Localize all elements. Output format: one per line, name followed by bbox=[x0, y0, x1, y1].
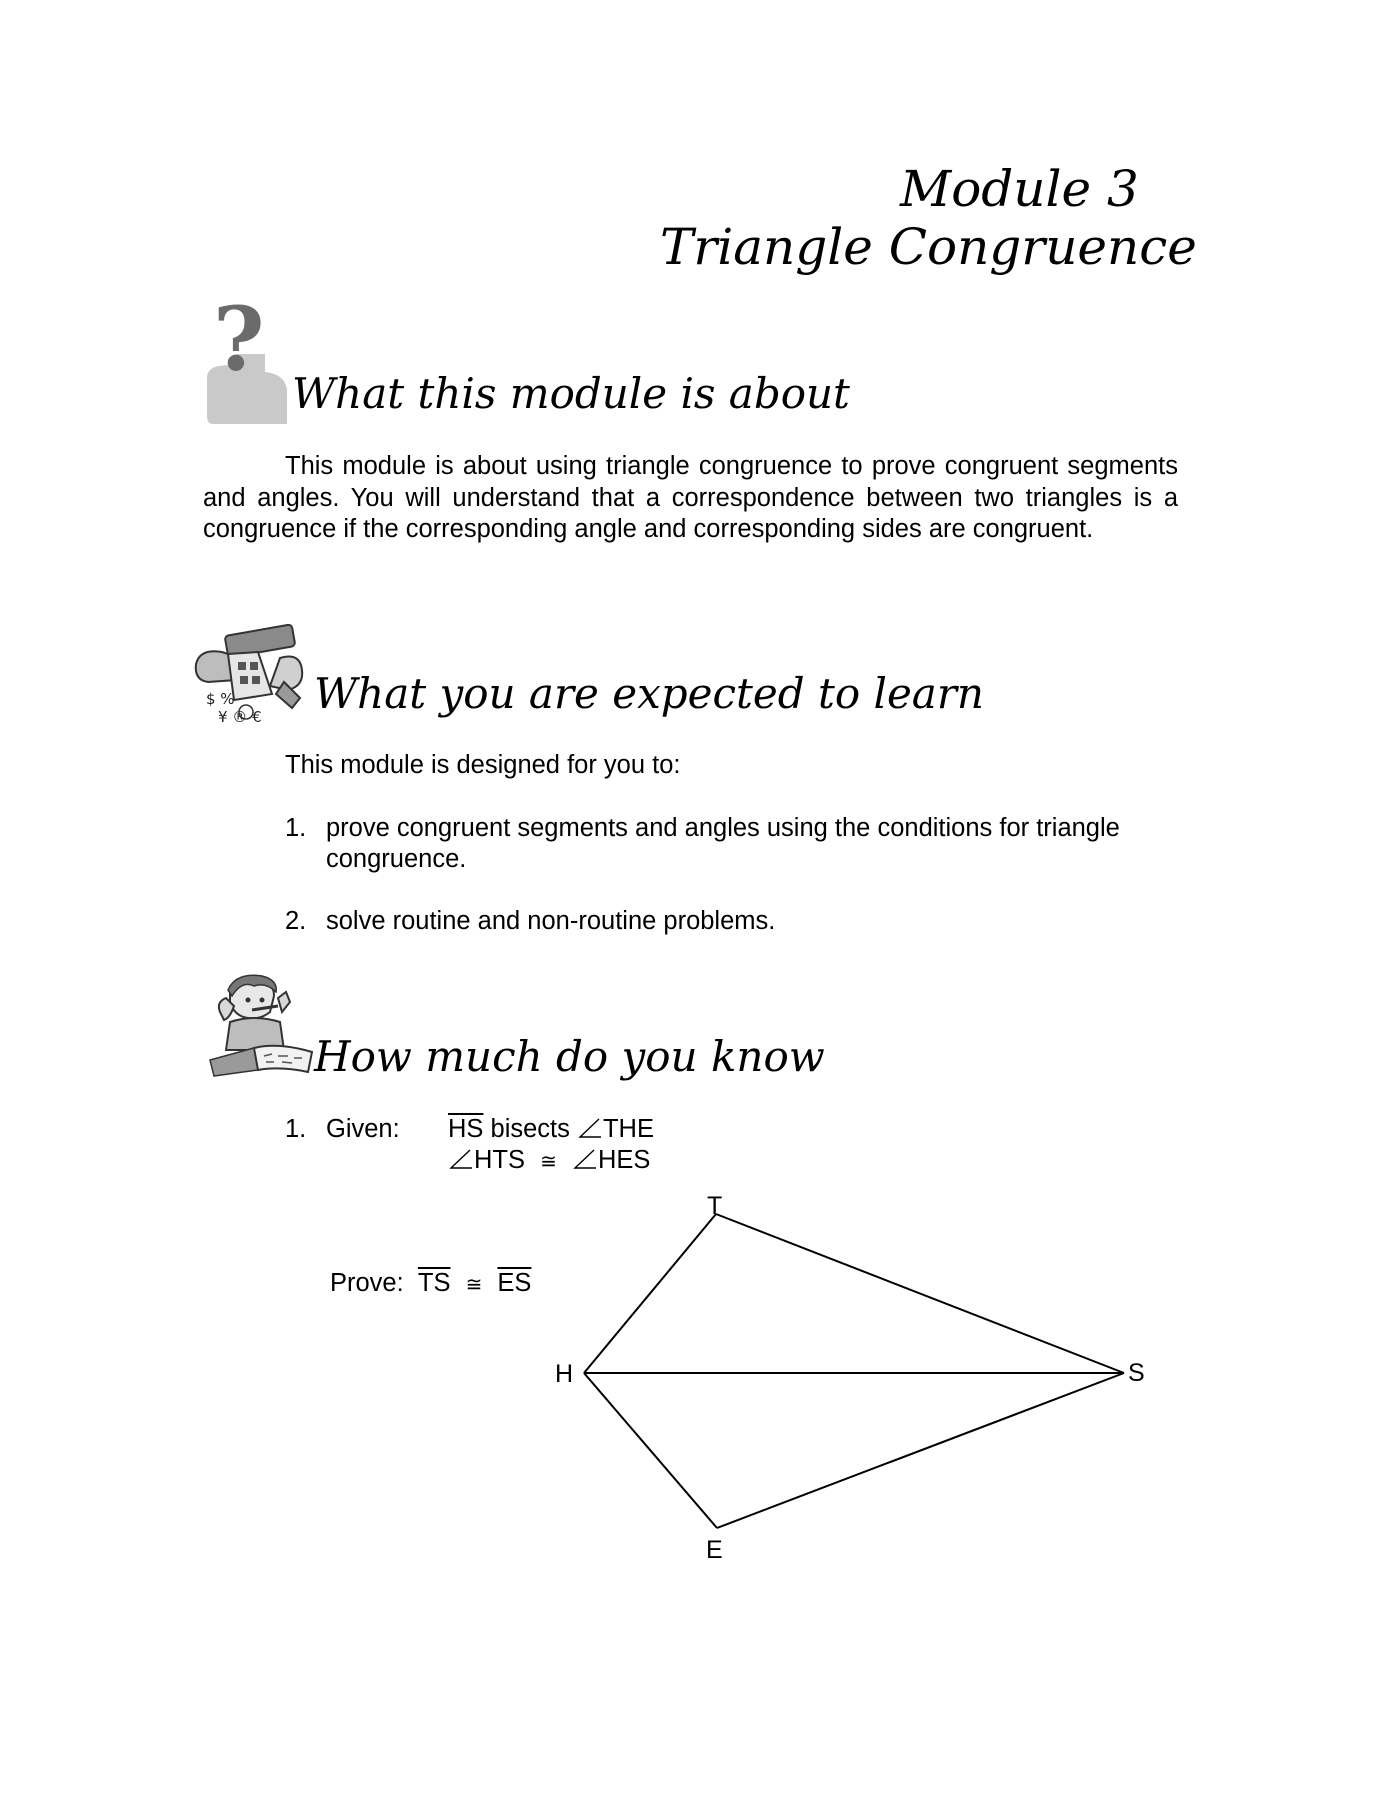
vertex-label-h: H bbox=[555, 1360, 574, 1388]
angle-hts: HTS bbox=[474, 1146, 525, 1174]
segment-es-line bbox=[717, 1373, 1124, 1528]
learn-item-number: 2. bbox=[285, 907, 307, 935]
section-heading-about: What this module is about bbox=[292, 369, 850, 418]
vertex-label-t: T bbox=[707, 1192, 723, 1220]
learn-item-text: prove congruent segments and angles using the conditions for triangle congruence. bbox=[326, 814, 1120, 873]
vertex-label-s: S bbox=[1128, 1359, 1145, 1387]
segment-hs: $\overline{HS}$ bbox=[448, 1115, 484, 1143]
learn-item-number: 1. bbox=[285, 814, 307, 842]
congruent-symbol: ≅ bbox=[465, 1274, 483, 1296]
segment-he bbox=[584, 1373, 717, 1528]
learn-item-text: solve routine and non-routine problems. bbox=[326, 907, 776, 935]
angle-hes: HES bbox=[597, 1146, 651, 1174]
module-number: Module 3 bbox=[900, 160, 1139, 218]
segment-ht bbox=[584, 1214, 716, 1373]
prove-label: Prove: bbox=[330, 1269, 404, 1297]
svg-text:¥ ® €: ¥ ® € bbox=[218, 708, 262, 726]
angle-the: THE bbox=[602, 1115, 654, 1143]
module-title: Triangle Congruence bbox=[660, 218, 1197, 276]
congruent-symbol: ≅ bbox=[540, 1151, 557, 1173]
svg-text:$ %: $ % bbox=[206, 690, 235, 708]
about-paragraph: This module is about using triangle congruence to prove congruent segments and angles. You will understand that a correspondence between two triangles is a congruence if the corresponding angle and corresponding sides are congruent. bbox=[203, 452, 1178, 543]
problem-number: 1. bbox=[285, 1115, 307, 1143]
bisects-text: bisects bbox=[483, 1115, 577, 1143]
segment-ts: $\overline{TS}$ bbox=[417, 1269, 451, 1297]
segment-ts-line bbox=[716, 1214, 1124, 1373]
segment-es: $\overline{ES}$ bbox=[497, 1269, 532, 1297]
svg-text:?: ? bbox=[213, 298, 265, 391]
section-heading-learn: What you are expected to learn bbox=[314, 669, 984, 718]
learn-intro: This module is designed for you to: bbox=[285, 751, 681, 779]
given-label: Given: bbox=[326, 1115, 400, 1143]
section-heading-know: How much do you know bbox=[314, 1032, 825, 1081]
vertex-label-e: E bbox=[706, 1536, 723, 1564]
